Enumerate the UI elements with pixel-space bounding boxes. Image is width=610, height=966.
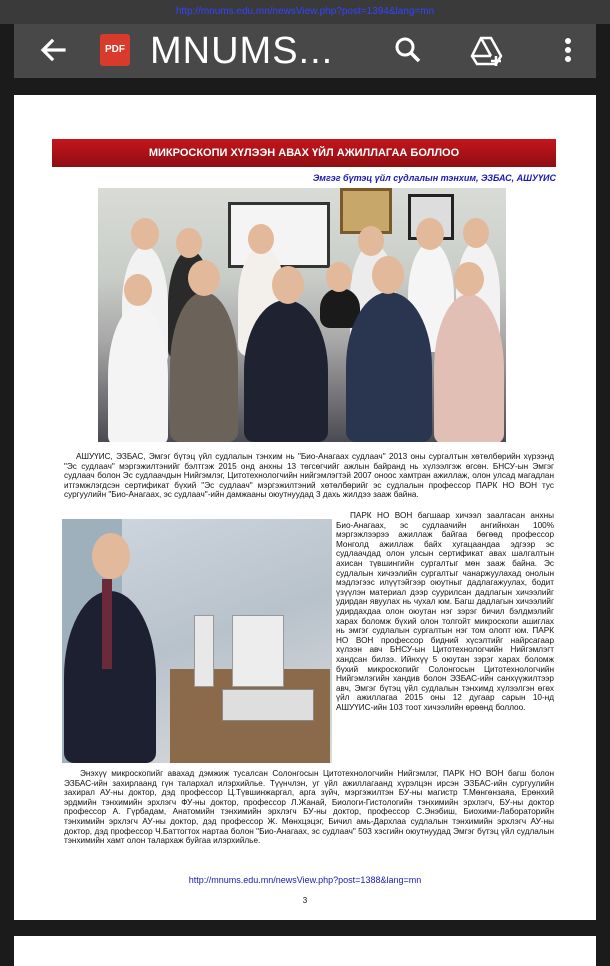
pdf-file-icon: PDF <box>100 34 130 66</box>
right-column-paragraph: ПАРК НО ВОН багшаар хичээл заалгасан анхны Био-Анагаах, эс судлаачийн ангийнхан 100% мэргэжлээрээ ажиллаж байгаа бөгөөд профессор Монголд ажиллаж байх хугацаандаа эдгээр эс судлаачдад олон улсын сертификат авах шалгалтын ахисан түвшингийн сургалтыг мөн зааж байна. Эс судлалын хичээлийн сургалтыг чанаржуулахад онолын мэдлэгээс илүүтэйгээр оюутныг дадлагажуулах, бодит үзүүлэн материал дээр суурилсан дадлагын хичээлийг удирдан явуулах нь чухал юм. Багш дадлагын хичээлийг удирдахдаа олон оюутан нэг зэрэг бичил бэлдмэлийг харах боломж бүхий олон толгойт микроскопи ашиглах нь эмгэг судлалын сургалтын нэг том олопт юм. ПАРК НО ВОН профессор бидний хүсэлтийг найрсагаар хүлээн авч БНСУ-ын Цитотехнологчийн Нийгэмлэгт хандсан билээ. Ийнхүү 5 оюутан зэрэг харах боломж бүхий микроскопийг Солонгосын Цитотехнологчийн Нийгэмлэгийн хандив болон ЭЗБАС-ийн санхүүжилтээр авч, Эмгэг бүтэц үйл судлалын тэнхимд хүлээлгэн өгөх үйл ажиллагаа 2015 оны 12 дугаар сарын 10-нд АШУҮИС-ийн 103 тоот хичээлийн өрөөнд боллоо. <box>336 511 554 712</box>
more-vert-icon[interactable] <box>550 32 586 68</box>
person-head <box>358 226 384 256</box>
person <box>108 306 168 442</box>
person <box>434 294 504 442</box>
microscope-base <box>222 689 314 721</box>
microscope <box>232 615 284 687</box>
drive-add-icon[interactable] <box>469 32 505 68</box>
intro-paragraph: АШУҮИС, ЭЗБАС, Эмгэг бүтэц үйл судлалын тэнхим нь "Био-Анагаах судлаач" 2013 оны сургалтын хөтөлбөрийн хүрээнд "Эс судлаач" мэргэжилтэнийг бэлтгэж 2015 онд анхны 13 төгсөгчийг ажлын байранд нь хүлээлгэж өгсөн. БНСУ-ын Эмгэг судлаач болон Эс судлаачдын Нийгэмлэг, Цитотехнологчийн нийгэмлэгтэй 2007 оноос хамтран ажиллаж, олон улсад магадлан итгэмжлэгдсэн сертификат бүхий "Эс судлаач" мэргэжилтэний хөтөлбөрийг эс судлалын профессор ПАРК НО ВОН тус сургуулийн "Био-Анагаах, эс судлаач"-ийн дамжааны оюутнуудад 3 дахь жилдээ зааж байна. <box>64 452 554 500</box>
person <box>346 292 432 442</box>
closing-paragraph: Энэхүү микроскопийг авахад дэмжиж тусалсан Солонгосын Цитотехнологчийн Нийгэмлэг, ПАРК НО ВОН багш болон ЭЗБАС-ийн захирлаанд гүн талархал илэрхийлье. Түүнчлэн, уг үйл ажиллагаанд хүрэлцэн ирсэн ЭЗБАС-ийн сургуулийн захирал АУ-ны доктор, дэд профессор Ц.Түвшинжаргал, арга зүйч, мэргэжилтэн БУ-ны магистр Т.Мөнгөнзаяа, Ерөнхий эрдмийн тэнхимийн эрхлэгч ФУ-ны доктор, профессор Л.Жанай, Биологи-Гистологийн тэнхимийн эрхлэгч, БУ-ны доктор профессор А. Гүрбадам, Анатомийн тэнхимийн эрхлэгч БУ-ны доктор, профессор С.Энэбиш, Биохими-Лабораторийн тэнхимийн эрхлэгч АУ-ны доктор, дэд профессор Ж. Мөнхцэцэг, Бичил амь-Дархлаа судлалын тэнхимийн эрхлэгч АУ-ны доктор, дэд профессор Ч.Баттогтох нартаа болон "Био-Анагаах, эс судлаач" 503 хэсгийн оюутнуудад Эмгэг бүтэц үйл судлалын тэнхимийн хамт олон талархаж буйгаа илэрхийлье. <box>64 769 554 846</box>
department-byline: Эмгэг бүтэц үйл судлалын тэнхим, ЭЗБАС, АШУҮИС <box>312 173 556 183</box>
next-pdf-page[interactable] <box>14 936 596 966</box>
search-icon[interactable] <box>390 32 426 68</box>
person-head <box>454 262 484 296</box>
pdf-page[interactable] <box>14 95 596 920</box>
necktie <box>102 579 112 669</box>
url-bar[interactable] <box>0 0 610 24</box>
url-text[interactable]: http://mnums.edu.mn/newsView.php?post=1394&lang=mn <box>175 6 435 17</box>
footer-link[interactable]: http://mnums.edu.mn/newsView.php?post=1388&lang=mn <box>188 875 422 885</box>
person-head <box>188 260 220 296</box>
app-toolbar <box>14 24 596 78</box>
person-head <box>272 266 304 304</box>
person-head <box>372 256 404 294</box>
person-head <box>326 262 352 292</box>
page-number: 3 <box>302 896 308 905</box>
professor-microscope-photo <box>62 519 332 763</box>
document-title: MNUMS... <box>150 30 334 72</box>
person-head <box>416 218 444 250</box>
back-arrow-icon[interactable] <box>38 32 68 68</box>
person-head <box>463 218 489 248</box>
microscope <box>194 615 214 687</box>
person-head <box>131 218 159 250</box>
person-head <box>176 228 202 258</box>
person-head <box>124 274 152 306</box>
article-heading: МИКРОСКОПИ ХҮЛЭЭН АВАХ ҮЙЛ АЖИЛЛАГАА БОЛЛОО <box>52 139 556 167</box>
person <box>170 292 238 442</box>
person <box>244 300 328 442</box>
person-head <box>248 224 274 254</box>
person-head <box>92 533 130 579</box>
projector-screen <box>228 202 330 268</box>
group-photo <box>98 188 506 442</box>
